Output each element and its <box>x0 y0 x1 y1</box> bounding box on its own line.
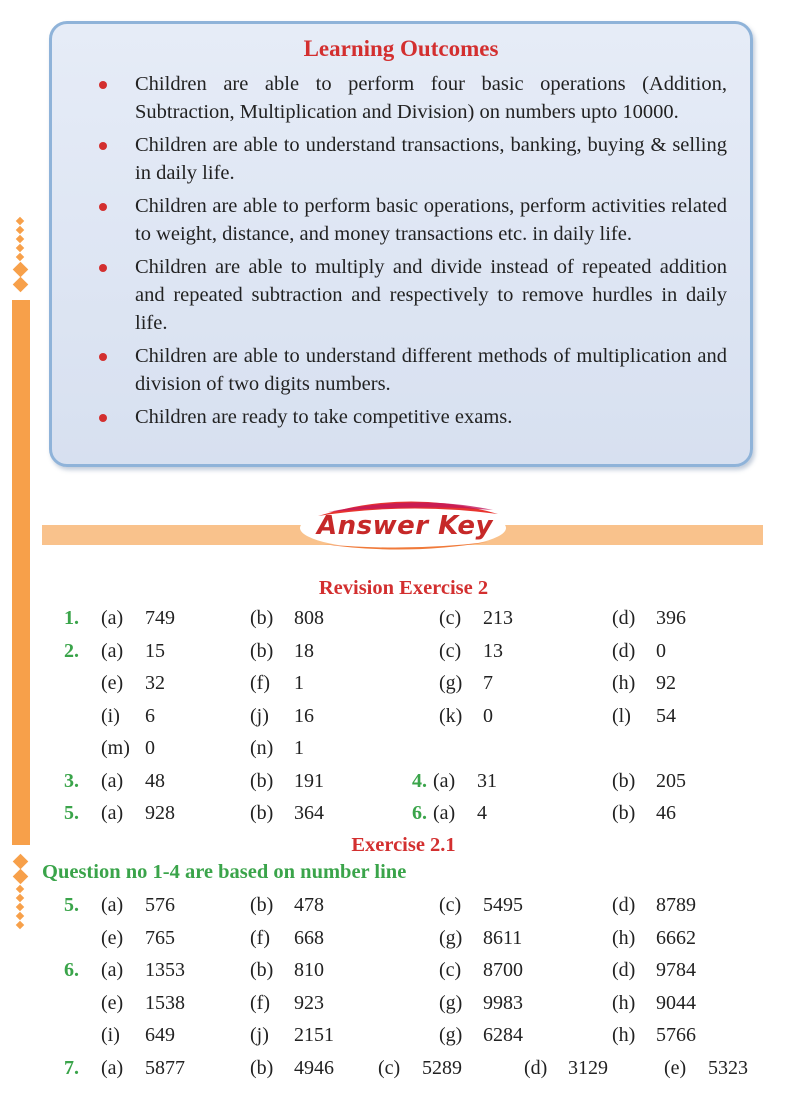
answer-part-label: (i) <box>101 704 120 727</box>
answer-value: 649 <box>145 1024 175 1046</box>
answer-part-label: (l) <box>612 704 631 727</box>
answer-part-label: (i) <box>101 1024 120 1046</box>
answer-value: 810 <box>294 959 324 981</box>
answer-value: 3129 <box>568 1056 608 1079</box>
answer-value: 205 <box>656 769 686 792</box>
answer-part-label: (b) <box>612 802 636 824</box>
answer-part-label: (h) <box>612 1024 636 1046</box>
answer-part-label: (b) <box>250 959 274 981</box>
learning-outcome-item <box>97 342 727 398</box>
question-number: 2. <box>64 639 79 662</box>
revision-exercise-title: Revision Exercise 2 <box>318 577 489 599</box>
learning-outcomes-title: Learning Outcomes <box>303 36 499 61</box>
bullet-icon <box>99 142 107 150</box>
answer-part-label: (f) <box>250 672 270 694</box>
question-number: 6. <box>64 959 79 981</box>
answer-part-label: (a) <box>433 769 456 792</box>
answer-part-label: (a) <box>101 959 124 981</box>
answer-value: 8789 <box>656 894 696 916</box>
answer-value: 9983 <box>483 991 523 1014</box>
side-diamonds-top <box>14 215 26 294</box>
question-number: 4. <box>412 769 427 792</box>
answer-part-label: (e) <box>101 991 124 1014</box>
learning-outcome-text: Children are able to multiply and divide instead of repeated addition and repeated subtraction and respectively to remove hurdles in daily life. <box>135 256 727 334</box>
answer-value: 46 <box>656 802 676 824</box>
answer-part-label: (j) <box>250 704 269 727</box>
answer-value: 6284 <box>483 1024 523 1046</box>
answer-value: 4946 <box>294 1056 334 1079</box>
side-accent-bar <box>12 300 30 845</box>
answer-part-label: (k) <box>439 704 463 727</box>
answer-part-label: (h) <box>612 926 636 949</box>
answer-part-label: (c) <box>439 894 462 916</box>
answer-part-label: (b) <box>612 769 636 792</box>
answer-value: 5495 <box>483 894 523 916</box>
answer-part-label: (n) <box>250 737 274 759</box>
answer-part-label: (a) <box>101 894 124 916</box>
bullet-icon <box>99 353 107 361</box>
answer-value: 5877 <box>145 1056 185 1079</box>
answer-part-label: (a) <box>101 639 124 662</box>
answer-value: 4 <box>477 802 487 824</box>
answer-value: 2151 <box>294 1024 334 1046</box>
answer-value: 1353 <box>145 959 185 981</box>
learning-outcome-item <box>97 253 727 337</box>
answer-value: 5289 <box>422 1056 462 1079</box>
answer-value: 18 <box>294 639 314 662</box>
question-number: 5. <box>64 802 79 824</box>
answer-part-label: (b) <box>250 802 274 824</box>
answer-value: 13 <box>483 639 503 662</box>
answer-part-label: (d) <box>612 894 636 916</box>
answer-part-label: (a) <box>101 802 124 824</box>
answer-part-label: (b) <box>250 639 274 662</box>
question-number: 6. <box>412 802 427 824</box>
answer-part-label: (g) <box>439 1024 463 1046</box>
answer-part-label: (d) <box>612 607 636 629</box>
learning-outcome-text: Children are able to perform four basic operations (Addition, Subtraction, Multiplication and Division) on numbers upto 10000. <box>135 73 727 123</box>
answer-part-label: (h) <box>612 991 636 1014</box>
learning-outcome-text: Children are able to understand transactions, banking, buying & selling in daily life. <box>135 134 727 184</box>
answer-value: 808 <box>294 607 324 629</box>
answer-part-label: (b) <box>250 607 274 629</box>
answer-value: 92 <box>656 672 676 694</box>
answer-value: 364 <box>294 802 324 824</box>
answer-part-label: (h) <box>612 672 636 694</box>
learning-outcome-item <box>97 70 727 126</box>
answer-value: 32 <box>145 672 165 694</box>
answer-part-label: (c) <box>439 959 462 981</box>
answer-value: 478 <box>294 894 324 916</box>
answer-value: 0 <box>145 737 155 759</box>
answer-value: 923 <box>294 991 324 1014</box>
answer-part-label: (d) <box>612 639 636 662</box>
answer-part-label: (c) <box>439 639 462 662</box>
answer-value: 15 <box>145 639 165 662</box>
learning-outcomes-list <box>97 70 727 436</box>
answer-value: 5766 <box>656 1024 696 1046</box>
answer-value: 1538 <box>145 991 185 1014</box>
answer-key-title: Answer Key <box>317 511 493 541</box>
answer-part-label: (e) <box>101 672 124 694</box>
answer-part-label: (f) <box>250 926 270 949</box>
answer-part-label: (g) <box>439 991 463 1014</box>
answer-part-label: (a) <box>101 607 124 629</box>
learning-outcomes-box <box>49 21 753 467</box>
answer-value: 8611 <box>483 926 523 949</box>
bullet-icon <box>99 203 107 211</box>
answer-value: 8700 <box>483 959 523 981</box>
answer-value: 928 <box>145 802 175 824</box>
answer-value: 31 <box>477 769 497 792</box>
answer-value: 5323 <box>708 1056 748 1079</box>
answer-value: 668 <box>294 926 324 949</box>
learning-outcome-text: Children are able to understand different methods of multiplication and division of two digits numbers. <box>135 345 727 395</box>
exercise-title: Exercise 2.1 <box>351 834 456 856</box>
question-number: 3. <box>64 769 79 792</box>
answer-value: 576 <box>145 894 175 916</box>
answer-part-label: (g) <box>439 672 463 694</box>
learning-outcome-text: Children are able to perform basic operations, perform activities related to weight, distance, and money transactions etc. in daily life. <box>135 195 727 245</box>
answer-part-label: (a) <box>101 769 124 792</box>
answer-value: 213 <box>483 607 513 629</box>
answer-part-label: (c) <box>439 607 462 629</box>
answer-value: 765 <box>145 926 175 949</box>
learning-outcome-text: Children are ready to take competitive exams. <box>135 406 513 428</box>
answer-part-label: (e) <box>664 1056 687 1079</box>
answer-value: 1 <box>294 737 304 759</box>
answer-part-label: (c) <box>378 1056 401 1079</box>
answer-value: 1 <box>294 672 304 694</box>
answer-part-label: (m) <box>101 737 130 759</box>
answer-part-label: (d) <box>524 1056 548 1079</box>
answer-part-label: (f) <box>250 991 270 1014</box>
question-number: 7. <box>64 1056 79 1079</box>
answer-value: 54 <box>656 704 676 727</box>
answer-value: 0 <box>656 639 666 662</box>
answer-value: 16 <box>294 704 314 727</box>
answer-part-label: (e) <box>101 926 124 949</box>
learning-outcome-item <box>97 131 727 187</box>
answer-value: 9784 <box>656 959 696 981</box>
question-number: 1. <box>64 607 79 629</box>
learning-outcome-item <box>97 192 727 248</box>
answer-part-label: (b) <box>250 894 274 916</box>
answer-value: 48 <box>145 769 165 792</box>
question-number: 5. <box>64 894 79 916</box>
answer-value: 191 <box>294 769 324 792</box>
bullet-icon <box>99 81 107 89</box>
answer-part-label: (a) <box>433 802 456 824</box>
answer-part-label: (d) <box>612 959 636 981</box>
bullet-icon <box>99 264 107 272</box>
answer-value: 6 <box>145 704 155 727</box>
answer-part-label: (b) <box>250 769 274 792</box>
answer-part-label: (j) <box>250 1024 269 1046</box>
answer-value: 9044 <box>656 991 696 1014</box>
answer-value: 396 <box>656 607 686 629</box>
answer-part-label: (g) <box>439 926 463 949</box>
bullet-icon <box>99 414 107 422</box>
answer-part-label: (b) <box>250 1056 274 1079</box>
learning-outcome-item <box>97 403 727 431</box>
answer-value: 749 <box>145 607 175 629</box>
answer-part-label: (a) <box>101 1056 124 1079</box>
exercise-note: Question no 1-4 are based on number line <box>42 861 407 883</box>
answer-value: 7 <box>483 672 493 694</box>
side-diamonds-bottom <box>14 852 26 931</box>
answer-value: 0 <box>483 704 493 727</box>
answer-value: 6662 <box>656 926 696 949</box>
